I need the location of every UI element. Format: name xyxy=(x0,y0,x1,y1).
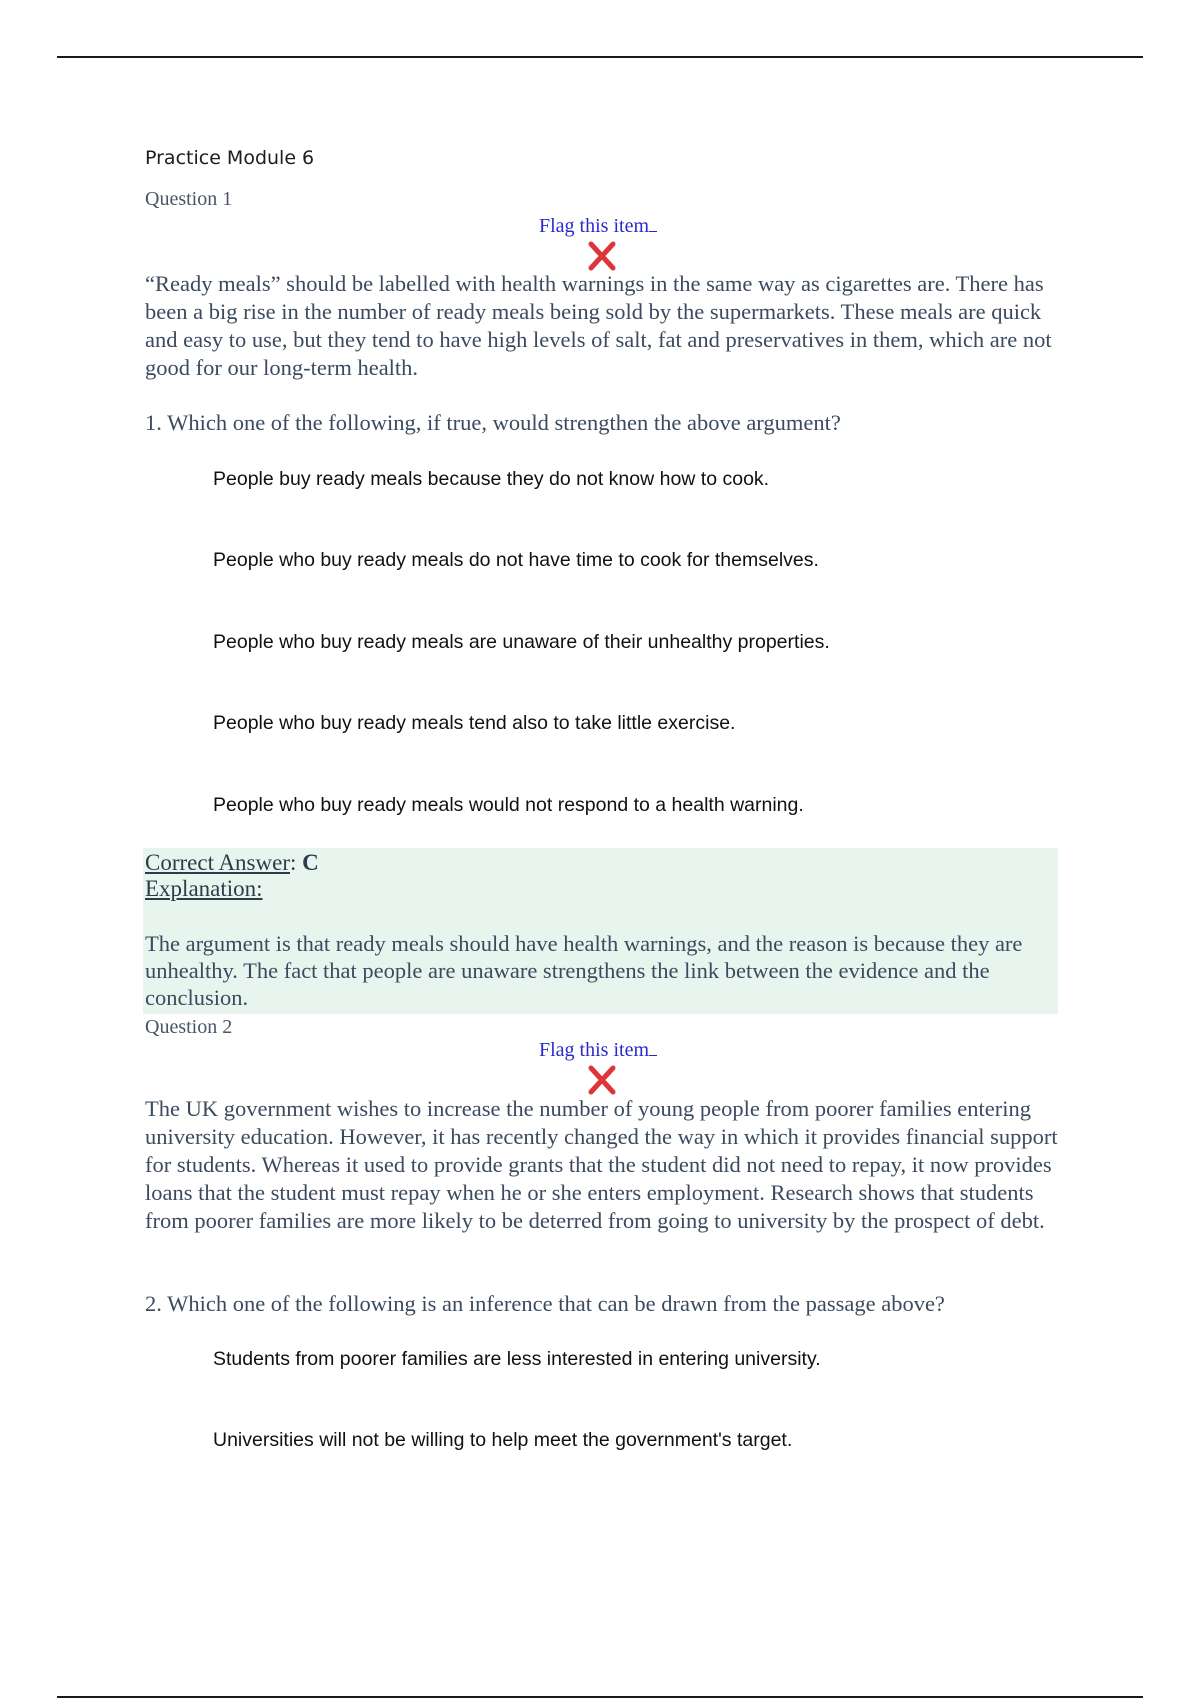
question-1-stem: 1. Which one of the following, if true, would strengthen the above argument? xyxy=(145,410,841,435)
x-mark-icon xyxy=(586,240,618,272)
correct-answer-sep: : xyxy=(290,850,297,875)
question-2-passage: The UK government wishes to increase the number of young people from poorer families entering university education. However, it has recently changed the way in which it provides financial support for students. Whereas it used to provide grants that the student did not need to repay, it now provides loans that the student must repay when he or she enters employment. Research shows that students from poorer families are more likely to be deterred from going to university by the prospect of debt. xyxy=(145,1096,1058,1233)
question-2-stem: 2. Which one of the following is an inference that can be drawn from the passage above? xyxy=(145,1291,945,1316)
question-1-label: Question 1 xyxy=(145,188,233,210)
question-1-option-d[interactable]: People who buy ready meals tend also to take little exercise. xyxy=(213,712,736,734)
question-2-option-b[interactable]: Universities will not be willing to help meet the government's target. xyxy=(213,1429,793,1451)
explanation-label: Explanation: xyxy=(145,876,263,901)
answer-explanation-box xyxy=(143,848,1058,1014)
module-title: Practice Module 6 xyxy=(145,147,315,169)
correct-answer-line xyxy=(145,850,319,876)
flag-item-link-q1[interactable] xyxy=(539,215,657,238)
flag-text: Flag this item xyxy=(539,1039,649,1061)
question-2-label: Question 2 xyxy=(145,1016,233,1038)
question-1-option-c[interactable]: People who buy ready meals are unaware of their unhealthy properties. xyxy=(213,631,830,653)
question-1-option-b[interactable]: People who buy ready meals do not have time to cook for themselves. xyxy=(213,549,819,571)
top-rule xyxy=(57,56,1143,58)
flag-item-link-q2[interactable] xyxy=(539,1039,657,1062)
x-mark-icon xyxy=(586,1064,618,1096)
question-1-option-e[interactable]: People who buy ready meals would not respond to a health warning. xyxy=(213,794,804,816)
correct-answer-letter: C xyxy=(302,850,319,875)
explanation-text: The argument is that ready meals should have health warnings, and the reason is because they are unhealthy. The fact that people are unaware strengthens the link between the evidence and the conclusion. xyxy=(145,931,1023,1010)
correct-answer-label: Correct Answer xyxy=(145,850,290,875)
bottom-rule xyxy=(57,1696,1143,1698)
question-2-option-a[interactable]: Students from poorer families are less interested in entering university. xyxy=(213,1348,821,1370)
question-1-passage: “Ready meals” should be labelled with health warnings in the same way as cigarettes are. There has been a big rise in the number of ready meals being sold by the supermarkets. These meals are quick and easy to use, but they tend to have high levels of salt, fat and preservatives in them, which are not good for our long-term health. xyxy=(145,271,1052,380)
flag-text: Flag this item xyxy=(539,215,649,237)
question-1-option-a[interactable]: People buy ready meals because they do not know how to cook. xyxy=(213,468,770,490)
